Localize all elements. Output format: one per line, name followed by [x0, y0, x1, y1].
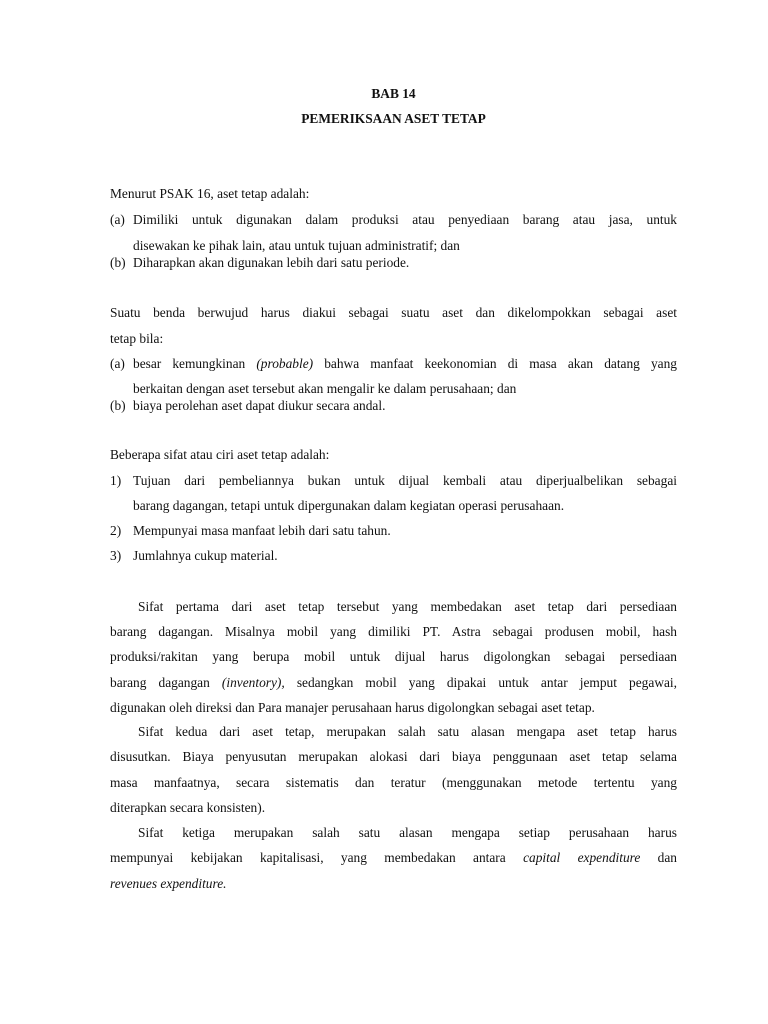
list-item-text: disewakan ke pihak lain, atau untuk tujuan administratif; dan — [133, 238, 460, 253]
list-marker: (b) — [110, 255, 126, 270]
list-marker: 2) — [110, 523, 122, 538]
section-2-intro: Suatu benda berwujud harus diakui sebagai suatu aset dan dikelompokkan sebagai aset — [110, 305, 677, 320]
list-item-text: Mempunyai masa manfaat lebih dari satu tahun. — [133, 523, 391, 538]
paragraph-line: diterapkan secara konsisten). — [110, 800, 266, 815]
paragraph-line: mempunyai kebijakan kapitalisasi, yang membedakan antara capital expenditure dan — [110, 850, 677, 865]
section-3-intro: Beberapa sifat atau ciri aset tetap adalah: — [110, 447, 330, 462]
section-2-intro: tetap bila: — [110, 331, 164, 346]
list-marker: 1) — [110, 473, 122, 488]
list-item-text: berkaitan dengan aset tersebut akan mengalir ke dalam perusahaan; dan — [133, 381, 517, 396]
list-marker: (b) — [110, 398, 126, 413]
paragraph-line: produksi/rakitan yang berupa mobil untuk dijual harus digolongkan sebagai persediaan — [110, 649, 677, 664]
chapter-heading: BAB 14 — [371, 86, 416, 101]
list-marker: (a) — [110, 212, 125, 227]
list-item-text: besar kemungkinan (probable) bahwa manfaat keekonomian di masa akan datang yang — [133, 356, 678, 371]
paragraph-line: revenues expenditure. — [110, 876, 227, 891]
paragraph-line: disusutkan. Biaya penyusutan merupakan alokasi dari biaya penggunaan aset tetap selama — [110, 749, 677, 764]
chapter-title: PEMERIKSAAN ASET TETAP — [301, 111, 486, 126]
paragraph-line: barang dagangan. Misalnya mobil yang dimiliki PT. Astra sebagai produsen mobil, hash — [110, 624, 677, 639]
paragraph-line: Sifat kedua dari aset tetap, merupakan salah satu alasan mengapa aset tetap harus — [138, 724, 677, 739]
paragraph-line: masa manfaatnya, secara sistematis dan teratur (menggunakan metode tertentu yang — [110, 775, 677, 790]
list-item-text: Dimiliki untuk digunakan dalam produksi atau penyediaan barang atau jasa, untuk — [133, 212, 677, 227]
list-item-text: barang dagangan, tetapi untuk dipergunakan dalam kegiatan operasi perusahaan. — [133, 498, 565, 513]
list-item-text: biaya perolehan aset dapat diukur secara andal. — [133, 398, 386, 413]
paragraph-line: Sifat pertama dari aset tetap tersebut yang membedakan aset tetap dari persediaan — [138, 599, 677, 614]
list-item-text: Tujuan dari pembeliannya bukan untuk dijual kembali atau diperjualbelikan sebagai — [133, 473, 677, 488]
paragraph-line: digunakan oleh direksi dan Para manajer perusahaan harus digolongkan sebagai aset tetap. — [110, 700, 595, 715]
paragraph-line: barang dagangan (inventory), sedangkan mobil yang dipakai untuk antar jemput pegawai, — [110, 675, 678, 690]
section-1-intro: Menurut PSAK 16, aset tetap adalah: — [110, 186, 310, 201]
paragraph-line: Sifat ketiga merupakan salah satu alasan mengapa setiap perusahaan harus — [138, 825, 677, 840]
list-marker: 3) — [110, 548, 122, 563]
list-item-text: Diharapkan akan digunakan lebih dari satu periode. — [133, 255, 410, 270]
list-marker: (a) — [110, 356, 125, 371]
list-item-text: Jumlahnya cukup material. — [133, 548, 278, 563]
